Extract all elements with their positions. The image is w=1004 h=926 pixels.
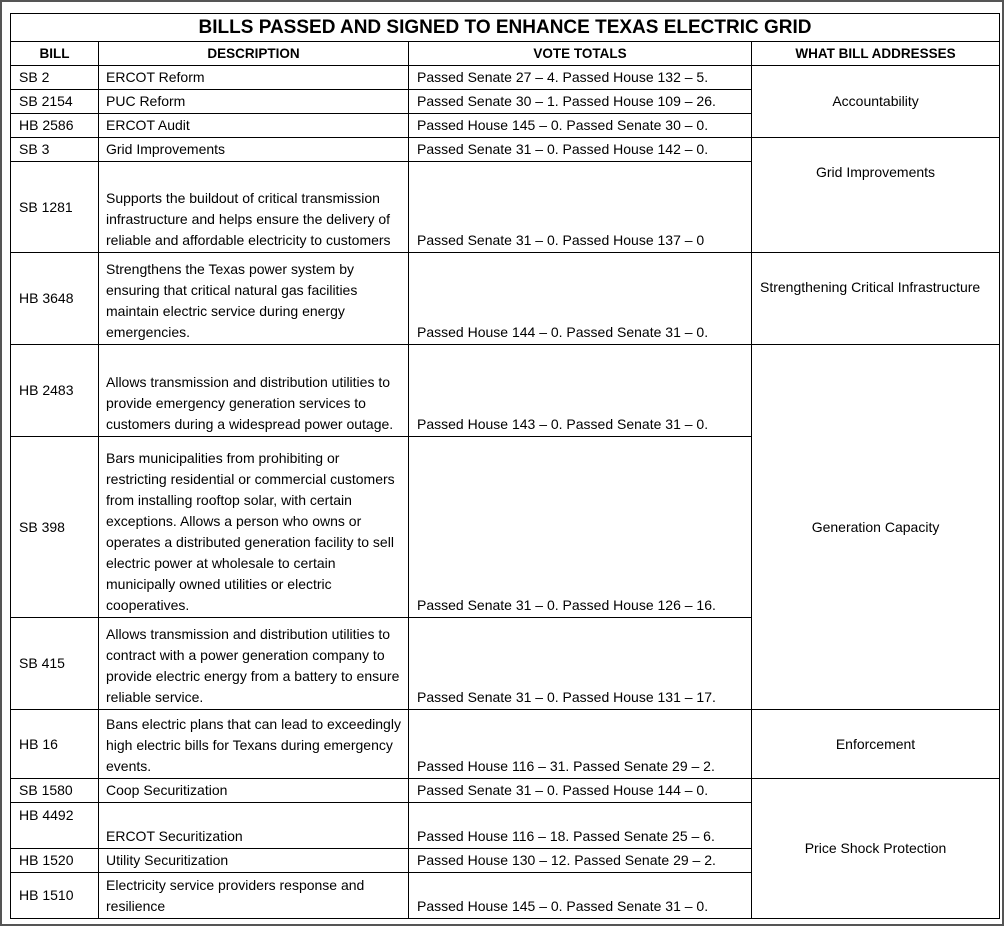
addresses-generation-capacity: Generation Capacity <box>752 345 1000 710</box>
table-title: BILLS PASSED AND SIGNED TO ENHANCE TEXAS ELECTRIC GRID <box>11 14 1000 42</box>
vote-totals: Passed Senate 31 – 0. Passed House 142 – 0. <box>409 138 752 162</box>
bill-description: Bars municipalities from prohibiting or restricting residential or commercial customers from installing rooftop solar, with certain exceptions. Allows a person who owns or operates a distributed generation facility to sell electric power at wholesale to certain municipally owned utilities or electric cooperatives. <box>99 437 409 618</box>
bill-number: HB 4492 <box>11 803 99 849</box>
vote-totals: Passed Senate 30 – 1. Passed House 109 – 26. <box>409 90 752 114</box>
table-row <box>11 138 1000 162</box>
bill-description: ERCOT Securitization <box>99 803 409 849</box>
vote-totals: Passed Senate 31 – 0. Passed House 126 – 16. <box>409 437 752 618</box>
bill-number: HB 3648 <box>11 253 99 345</box>
bill-number: SB 3 <box>11 138 99 162</box>
vote-totals: Passed Senate 31 – 0. Passed House 144 – 0. <box>409 779 752 803</box>
header-bill: BILL <box>11 42 99 66</box>
bill-description: Strengthens the Texas power system by ensuring that critical natural gas facilities maintain electric service during energy emergencies. <box>99 253 409 345</box>
header-what-bill-addresses: WHAT BILL ADDRESSES <box>752 42 1000 66</box>
bill-number: HB 1520 <box>11 849 99 873</box>
bill-number: SB 2 <box>11 66 99 90</box>
table-row <box>11 253 1000 345</box>
vote-totals: Passed House 116 – 31. Passed Senate 29 – 2. <box>409 710 752 779</box>
vote-totals: Passed Senate 31 – 0. Passed House 137 – 0 <box>409 162 752 253</box>
vote-totals: Passed House 144 – 0. Passed Senate 31 – 0. <box>409 253 752 345</box>
bill-description: Electricity service providers response and resilience <box>99 873 409 919</box>
vote-totals: Passed House 116 – 18. Passed Senate 25 – 6. <box>409 803 752 849</box>
vote-totals: Passed House 130 – 12. Passed Senate 29 – 2. <box>409 849 752 873</box>
bill-number: SB 2154 <box>11 90 99 114</box>
table-row <box>11 779 1000 803</box>
bill-description: Coop Securitization <box>99 779 409 803</box>
vote-totals: Passed House 145 – 0. Passed Senate 31 – 0. <box>409 873 752 919</box>
bill-number: HB 2483 <box>11 345 99 437</box>
table-row <box>11 345 1000 437</box>
bill-description: Grid Improvements <box>99 138 409 162</box>
bill-number: SB 1580 <box>11 779 99 803</box>
vote-totals: Passed Senate 27 – 4. Passed House 132 – 5. <box>409 66 752 90</box>
vote-totals: Passed House 143 – 0. Passed Senate 31 – 0. <box>409 345 752 437</box>
bills-table <box>10 13 1000 919</box>
vote-totals: Passed Senate 31 – 0. Passed House 131 – 17. <box>409 618 752 710</box>
bill-description: Supports the buildout of critical transmission infrastructure and helps ensure the delivery of reliable and affordable electricity to customers <box>99 162 409 253</box>
bill-description: Allows transmission and distribution utilities to provide emergency generation services to customers during a widespread power outage. <box>99 345 409 437</box>
header-description: DESCRIPTION <box>99 42 409 66</box>
bill-description: Utility Securitization <box>99 849 409 873</box>
bill-description: ERCOT Audit <box>99 114 409 138</box>
addresses-strengthening-critical-infrastructure: Strengthening Critical Infrastructure <box>752 253 1000 345</box>
bill-number: SB 415 <box>11 618 99 710</box>
table-row <box>11 66 1000 90</box>
table-row <box>11 710 1000 779</box>
table-container <box>10 13 999 919</box>
vote-totals: Passed House 145 – 0. Passed Senate 30 – 0. <box>409 114 752 138</box>
bill-description: Bans electric plans that can lead to exceedingly high electric bills for Texans during emergency events. <box>99 710 409 779</box>
bill-description: ERCOT Reform <box>99 66 409 90</box>
bill-description: Allows transmission and distribution utilities to contract with a power generation company to provide electric energy from a battery to ensure reliable service. <box>99 618 409 710</box>
header-vote-totals: VOTE TOTALS <box>409 42 752 66</box>
addresses-enforcement: Enforcement <box>752 710 1000 779</box>
bill-number: HB 2586 <box>11 114 99 138</box>
addresses-price-shock-protection: Price Shock Protection <box>752 779 1000 919</box>
bill-description: PUC Reform <box>99 90 409 114</box>
bill-number: SB 1281 <box>11 162 99 253</box>
addresses-grid-improvements: Grid Improvements <box>752 138 1000 253</box>
bill-number: HB 16 <box>11 710 99 779</box>
bill-number: SB 398 <box>11 437 99 618</box>
bill-number: HB 1510 <box>11 873 99 919</box>
addresses-accountability: Accountability <box>752 66 1000 138</box>
